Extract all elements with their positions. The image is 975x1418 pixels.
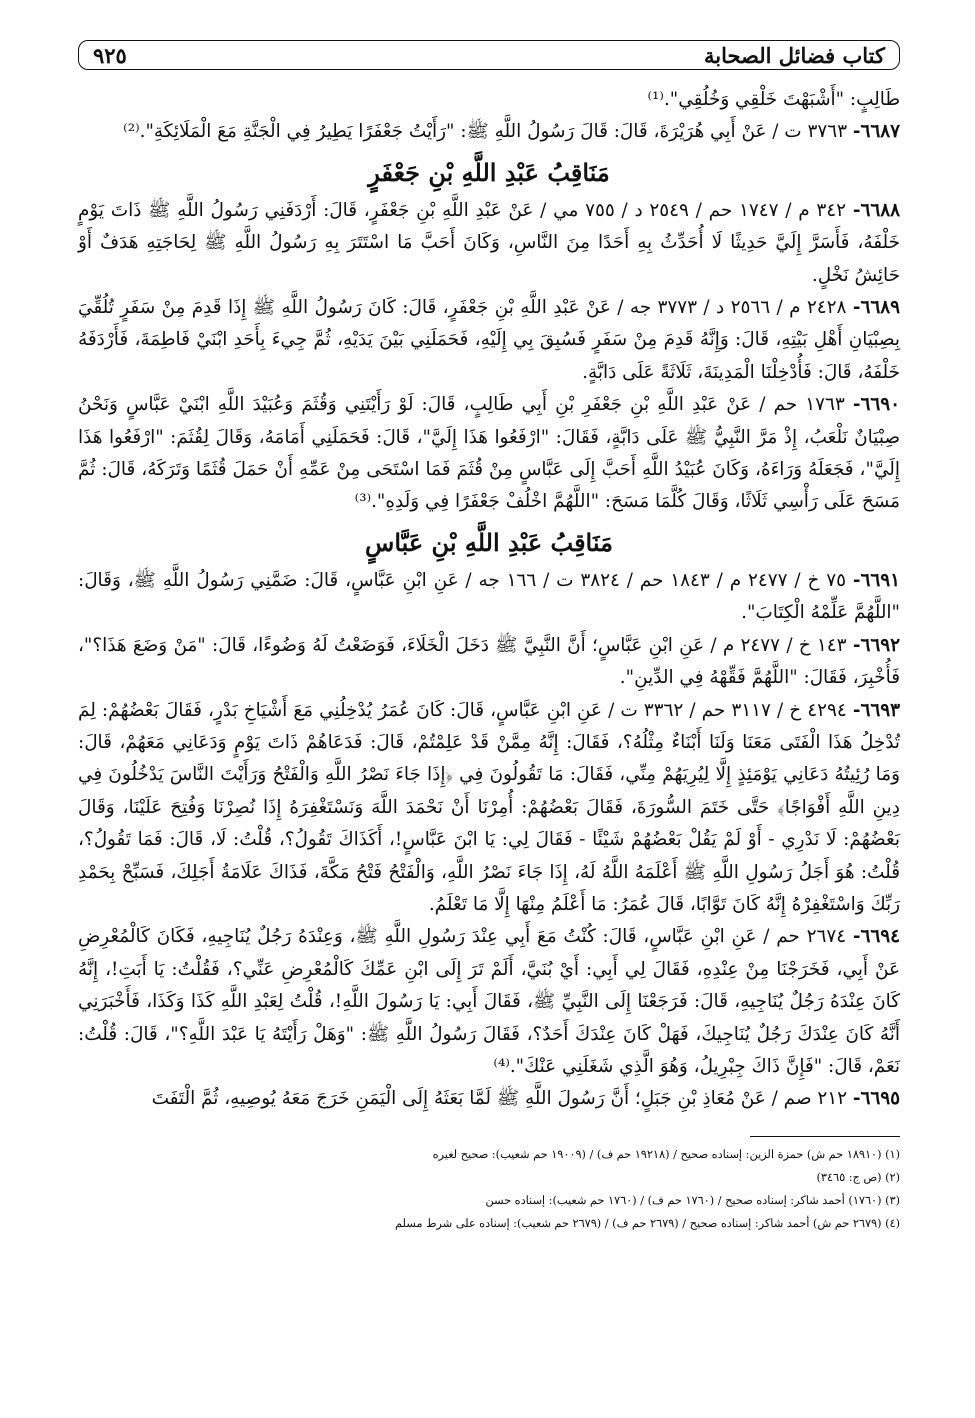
hadith-number: ٦٦٩٢- xyxy=(852,634,900,656)
section-heading: مَنَاقِبُ عَبْدِ اللَّهِ بْنِ جَعْفَرٍ xyxy=(368,157,610,187)
hadith-entry xyxy=(78,630,900,695)
footnotes xyxy=(78,1143,900,1235)
hadith-text: ٢٤٢٨ م / ٢٥٦٦ د / ٣٧٧٣ جه / عَنْ عَبْدِ اللَّهِ بْنِ جَعْفَرٍ، قَالَ: كَانَ رَسُولُ اللَّهِ ﷺ إِذَا قَدِمَ مِنْ سَفَرٍ تُلُقِّيَ بِصِبْيَانِ أَهْلِ بَيْتِهِ، قَالَ: وَإِنَّهُ قَدِمَ مِنْ سَفَرٍ فَسُبِقَ بِي إِلَيْهِ، فَحَمَلَنِي بَيْنَ يَدَيْهِ، ثُمَّ جِيءَ بِأَحَدِ ابْنَيْ فَاطِمَةَ، فَأَرْدَفَهُ خَلْفَهُ، قَالَ: فَأُدْخِلْنَا الْمَدِينَةَ، ثَلَاثَةً عَلَى دَابَّةٍ. xyxy=(78,297,900,383)
hadith-number: ٦٦٩٥- xyxy=(852,1088,900,1110)
page-number: ٩٢٥ xyxy=(93,42,127,68)
main-text xyxy=(78,84,900,1116)
hadith-number: ٦٦٩٤- xyxy=(852,926,900,948)
hadith-number: ٦٦٨٨- xyxy=(852,199,900,221)
hadith-continuation xyxy=(78,84,900,116)
hadith-entry xyxy=(78,195,900,292)
hadith-text: طَالِبٍ: "أَشْبَهْتَ خَلْقِي وَخُلُقِي".⁽¹⁾ xyxy=(647,89,900,110)
footnote-separator xyxy=(750,1136,900,1137)
section-heading: مَنَاقِبُ عَبْدِ اللَّهِ بْنِ عَبَّاسٍ xyxy=(365,527,613,557)
hadith-text: ٧٥ خ / ٢٤٧٧ م / ١٨٤٣ حم / ٣٨٢٤ ت / ١٦٦ جه / عَنِ ابْنِ عَبَّاسٍ، قَالَ: ضَمَّنِي رَسُولُ اللَّهِ ﷺ، وَقَالَ: "اللَّهُمَّ عَلِّمْهُ الْكِتَابَ". xyxy=(78,569,900,624)
hadith-number: ٦٦٩٠- xyxy=(852,394,900,416)
footnote: (٣) (١٧٦٠) أحمد شاكر: إسناده صحيح / (١٧٦٠ حم ف) / (١٧٦٠ حم شعيب): إسناده حسن xyxy=(485,1193,900,1207)
page xyxy=(78,40,900,1235)
hadith-number: ٦٦٩١- xyxy=(852,569,901,591)
hadith-entry xyxy=(78,565,900,630)
footnote: (٢) (ص ج: ٣٤٦٥) xyxy=(816,1170,900,1184)
hadith-text: ١٤٣ خ / ٢٤٧٧ م / عَنِ ابْنِ عَبَّاسٍ؛ أَنَّ النَّبِيَّ ﷺ دَخَلَ الْخَلَاءَ، فَوَضَعْتُ لَهُ وَضُوءًا، قَالَ: "مَنْ وَضَعَ هَذَا؟"، فَأُخْبِرَ، فَقَالَ: "اللَّهُمَّ فَقِّهْهُ فِي الدِّينِ". xyxy=(78,634,900,689)
hadith-entry xyxy=(78,1083,900,1115)
hadith-entry xyxy=(78,921,900,1083)
footnote: (٤) (٢٦٧٩ حم ش) أحمد شاكر: إسناده صحيح / (٢٦٧٩ حم ف) / (٢٦٧٩ حم شعيب): إسناده على شرط مسلم xyxy=(394,1216,900,1230)
hadith-entry xyxy=(78,389,900,519)
hadith-number: ٦٦٨٧- xyxy=(852,121,900,143)
hadith-text: ١٧٦٣ حم / عَنْ عَبْدِ اللَّهِ بْنِ جَعْفَرِ بْنِ أَبِي طَالِبٍ، قَالَ: لَوْ رَأَيْتَنِي وَقُثَمَ وَعُبَيْدَ اللَّهِ ابْنَيْ عَبَّاسٍ وَنَحْنُ صِبْيَانٌ نَلْعَبُ، إِذْ مَرَّ النَّبِيُّ ﷺ عَلَى دَابَّةٍ، فَقَالَ: "ارْفَعُوا هَذَا إِلَيَّ"، قَالَ: فَحَمَلَنِي أَمَامَهُ، وَقَالَ لِقُثَمَ: "ارْفَعُوا هَذَا إِلَيَّ"، فَجَعَلَهُ وَرَاءَهُ، وَكَانَ عُبَيْدُ اللَّهِ أَحَبَّ إِلَى عَبَّاسٍ مِنْ قُثَمَ فَمَا اسْتَحَى مِنْ عَمِّهِ أَنْ حَمَلَ قُثَمًا وَتَرَكَهُ، قَالَ: ثُمَّ مَسَحَ عَلَى رَأْسِي ثَلَاثًا، وَقَالَ كُلَّمَا مَسَحَ: "اللَّهُمَّ اخْلُفْ جَعْفَرًا فِي وَلَدِهِ".⁽³⁾ xyxy=(78,394,900,513)
hadith-text: ٢١٢ صم / عَنْ مُعَاذِ بْنِ جَبَلٍ؛ أَنَّ رَسُولَ اللَّهِ ﷺ لَمَّا بَعَثَهُ إِلَى الْيَمَنِ خَرَجَ مَعَهُ يُوصِيهِ، ثُمَّ الْتَفَتَ xyxy=(151,1088,853,1110)
footnote: (١) (١٨٩١٠ حم ش) حمزة الزين: إسناده صحيح / (١٩٢١٨ حم ف) / (١٩٠٠٩ حم شعيب): صحيح لغيره xyxy=(432,1147,900,1161)
hadith-text: ٣٧٦٣ ت / عَنْ أَبِي هُرَيْرَةَ، قَالَ: قَالَ رَسُولُ اللَّهِ ﷺ: "رَأَيْتُ جَعْفَرًا يَطِيرُ فِي الْجَنَّةِ مَعَ الْمَلَائِكَةِ".⁽²⁾ xyxy=(123,121,853,143)
hadith-text: ٤٢٩٤ خ / ٣١١٧ حم / ٣٣٦٢ ت / عَنِ ابْنِ عَبَّاسٍ، قَالَ: كَانَ عُمَرُ يُدْخِلُنِي مَعَ أَشْيَاخِ بَدْرٍ، فَقَالَ بَعْضُهُمْ: لِمَ تُدْخِلُ هَذَا الْفَتَى مَعَنَا وَلَنَا أَبْنَاءٌ مِثْلُهُ؟، فَقَالَ: إِنَّهُ مِمَّنْ قَدْ عَلِمْتُمْ، قَالَ: فَدَعَاهُمْ ذَاتَ يَوْمٍ وَدَعَانِي مَعَهُمْ، قَالَ: وَمَا رُئِيتُهُ دَعَانِي يَوْمَئِذٍ إِلَّا لِيُرِيَهُمْ مِنِّي، فَقَالَ: مَا تَقُولُونَ فِي ﴿إِذَا جَاءَ نَصْرُ اللَّهِ وَالْفَتْحُ وَرَأَيْتَ النَّاسَ يَدْخُلُونَ فِي دِينِ اللَّهِ أَفْوَاجًا﴾ حَتَّى خَتَمَ السُّورَةَ، فَقَالَ بَعْضُهُمْ: أُمِرْنَا أَنْ نَحْمَدَ اللَّهَ وَنَسْتَغْفِرَهُ إِذَا نُصِرْنَا وَفُتِحَ عَلَيْنَا، وَقَالَ بَعْضُهُمْ: لَا نَدْرِي - أَوْ لَمْ يَقُلْ بَعْضُهُمْ شَيْئًا - فَقَالَ لِي: يَا ابْنَ عَبَّاسٍ!، أَكَذَاكَ تَقُولُ؟، قُلْتُ: لَا، قَالَ: فَمَا تَقُولُ؟، قُلْتُ: هُوَ أَجَلُ رَسُولِ اللَّهِ ﷺ أَعْلَمَهُ اللَّهُ لَهُ، إِذَا جَاءَ نَصْرُ اللَّهِ، وَالْفَتْحُ فَتْحُ مَكَّةَ، فَذَاكَ عَلَامَةُ أَجَلِكَ، فَسَبِّحْ بِحَمْدِ رَبِّكَ وَاسْتَغْفِرْهُ إِنَّهُ كَانَ تَوَّابًا، قَالَ عُمَرُ: مَا أَعْلَمُ مِنْهَا إِلَّا مَا تَعْلَمُ. xyxy=(78,699,900,915)
book-title: كتاب فضائل الصحابة xyxy=(703,42,885,68)
hadith-text: ٣٤٢ م / ١٧٤٧ حم / ٢٥٤٩ د / ٧٥٥ مي / عَنْ عَبْدِ اللَّهِ بْنِ جَعْفَرٍ، قَالَ: أَرْدَفَنِي رَسُولُ اللَّهِ ﷺ ذَاتَ يَوْمٍ خَلْفَهُ، فَأَسَرَّ إِلَيَّ حَدِيثًا لَا أُحَدِّثُ بِهِ أَحَدًا مِنَ النَّاسِ، وَكَانَ أَحَبَّ مَا اسْتَتَرَ بِهِ رَسُولُ اللَّهِ ﷺ لِحَاجَتِهِ هَدَفٌ أَوْ حَائِشُ نَخْلٍ. xyxy=(78,199,900,286)
hadith-text: ٢٦٧٤ حم / عَنِ ابْنِ عَبَّاسٍ، قَالَ: كُنْتُ مَعَ أَبِي عِنْدَ رَسُولِ اللَّهِ ﷺ، وَعِنْدَهُ رَجُلٌ يُنَاجِيهِ، فَكَانَ كَالْمُعْرِضِ عَنْ أَبِي، فَخَرَجْنَا مِنْ عِنْدِهِ، فَقَالَ لِي أَبِي: أَيْ بُنَيَّ، أَلَمْ تَرَ إِلَى ابْنِ عَمِّكَ كَالْمُعْرِضِ عَنِّي؟، فَقُلْتُ: يَا أَبَتِ!، إِنَّهُ كَانَ عِنْدَهُ رَجُلٌ يُنَاجِيهِ، قَالَ: فَرَجَعْنَا إِلَى النَّبِيِّ ﷺ، فَقَالَ أَبِي: يَا رَسُولَ اللَّهِ!، قُلْتُ لِعَبْدِ اللَّهِ كَذَا وَكَذَا، فَأَخْبَرَنِي أَنَّهُ كَانَ عِنْدَكَ رَجُلٌ يُنَاجِيكَ، فَهَلْ كَانَ عِنْدَكَ أَحَدٌ؟، فَقَالَ رَسُولُ اللَّهِ ﷺ: "وَهَلْ رَأَيْتَهُ يَا عَبْدَ اللَّهِ؟"، قَالَ: قُلْتُ: نَعَمْ، قَالَ: "فَإِنَّ ذَاكَ جِبْرِيلُ، وَهُوَ الَّذِي شَغَلَنِي عَنْكَ".⁽⁴⁾ xyxy=(78,926,900,1077)
hadith-entry xyxy=(78,292,900,389)
hadith-number: ٦٦٨٩- xyxy=(852,297,900,319)
page-header xyxy=(78,40,900,70)
hadith-number: ٦٦٩٣- xyxy=(852,699,900,721)
hadith-entry xyxy=(78,116,900,148)
hadith-entry xyxy=(78,695,900,922)
